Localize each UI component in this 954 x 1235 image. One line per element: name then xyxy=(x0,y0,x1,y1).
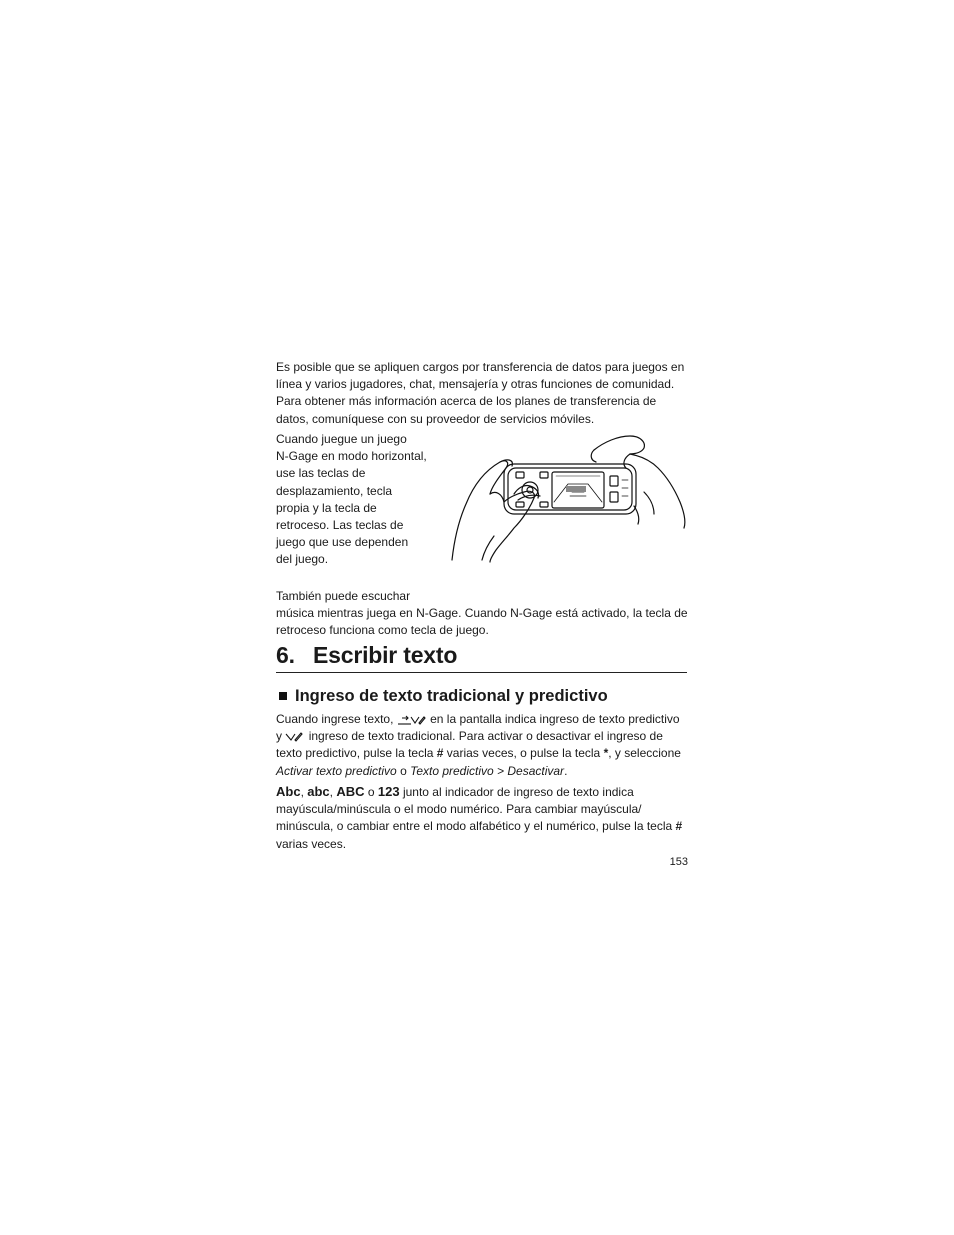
text-run: en la pantalla indica ingreso de texto predictivo y xyxy=(276,712,680,744)
text-line: del juego. xyxy=(276,552,329,567)
star-key-label: * xyxy=(603,746,609,761)
text-run: o xyxy=(400,763,407,778)
page-number: 153 xyxy=(669,856,688,868)
paragraph-text-modes xyxy=(276,783,688,853)
text-run: , xyxy=(300,785,304,799)
paragraph-music-while-playing xyxy=(276,588,688,640)
text-line: juego que use dependen xyxy=(276,535,409,550)
mode-indicator-abc-lower: abc xyxy=(307,784,330,799)
text-run: , y seleccione xyxy=(608,746,681,761)
mode-indicator-abc-title: Abc xyxy=(276,784,301,799)
section-heading xyxy=(276,685,688,707)
paragraph-landscape-mode xyxy=(276,431,436,569)
text-line: desplazamiento, tecla xyxy=(276,483,393,498)
section-title: Ingreso de texto tradicional y predictivo xyxy=(295,687,608,705)
text-run: varias veces. xyxy=(276,836,347,851)
text-line: retroceso. Las teclas de xyxy=(276,518,404,533)
text-run: o xyxy=(367,785,375,799)
text-run: Cuando ingrese texto, xyxy=(276,712,394,726)
chapter-heading xyxy=(276,640,687,673)
predictive-text-icon xyxy=(397,714,427,726)
text-run: junto al indicador de ingreso de texto indica mayúscula/minúscula o el modo numérico. Para cambiar mayúscula/ minúscula, o cambiar entre el modo alfabético y el numérico, pulse la tecla xyxy=(276,785,673,834)
text-run: . xyxy=(564,763,568,778)
hash-key-label: # xyxy=(436,746,444,761)
text-run: varias veces, o pulse la tecla xyxy=(446,746,601,761)
paragraph-predictive-text xyxy=(276,711,688,780)
text-line: Cuando juegue un juego xyxy=(276,432,407,446)
square-bullet-icon xyxy=(279,692,287,700)
text-line: propia y la tecla de xyxy=(276,500,377,515)
text-line: use las teclas de xyxy=(276,466,366,481)
chapter-number: 6. xyxy=(276,642,295,668)
menu-option-predictive-off: Texto predictivo > Desactivar xyxy=(410,763,565,778)
chapter-title: Escribir texto xyxy=(313,642,458,668)
text-run: ingreso de texto tradicional. Para activar o desactivar el ingreso de texto predictivo, pulse la tecla xyxy=(276,729,663,761)
traditional-text-icon xyxy=(285,731,305,743)
mode-indicator-abc-upper: ABC xyxy=(336,784,365,799)
text-line: También puede escuchar xyxy=(276,589,411,603)
mode-indicator-numeric: 123 xyxy=(377,784,400,799)
paragraph-data-charges: Es posible que se apliquen cargos por transferencia de datos para juegos en línea y varios jugadores, chat, mensajería y otras funciones de comunidad. Para obtener más información acerca de los planes de transferencia de datos, comuníquese con su proveedor de servicios móviles. xyxy=(276,360,685,426)
text-line: N-Gage en modo horizontal, xyxy=(276,449,427,464)
menu-option-activate-predictive: Activar texto predictivo xyxy=(276,763,397,778)
text-line: música mientras juega en N-Gage. Cuando N-Gage está activado, la tecla de retroceso funciona como tecla de juego. xyxy=(276,606,688,638)
hash-key-label: # xyxy=(675,819,683,834)
hands-holding-phone-icon xyxy=(444,432,688,564)
text-run: , xyxy=(329,785,333,799)
